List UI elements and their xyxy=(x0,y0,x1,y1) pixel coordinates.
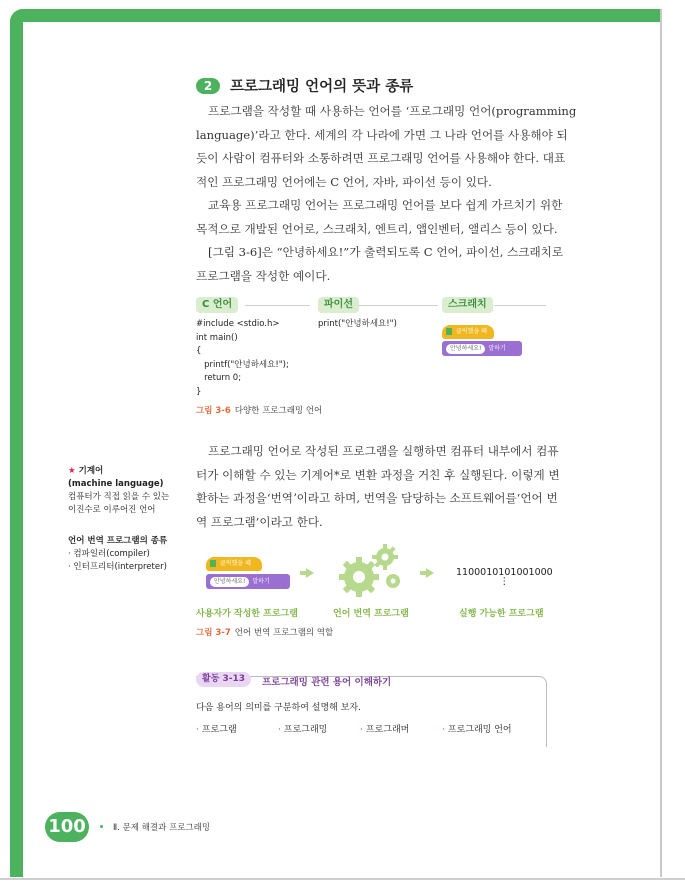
executable-program-label: 실행 가능한 프로그램 xyxy=(459,609,544,619)
scratch-say-value: 안녕하세요! xyxy=(210,577,249,587)
scratch-hat-label: 클릭했을 때 xyxy=(220,560,251,567)
binary-continuation: ⋮ xyxy=(499,576,510,587)
sidenote-term-en: (machine language) xyxy=(68,479,164,489)
frame-bottom-edge xyxy=(0,878,685,880)
code-line: print("안녕하세요!") xyxy=(318,319,397,329)
page-number: 100 xyxy=(45,812,89,842)
sidenote-term-row xyxy=(68,465,169,478)
flag-icon xyxy=(446,328,452,335)
code-line: } xyxy=(196,386,202,397)
intro-paragraph-2 xyxy=(196,194,563,241)
column-divider xyxy=(494,305,546,306)
intro-paragraph-1 xyxy=(196,100,577,194)
code-line: { xyxy=(196,346,202,356)
flag-icon xyxy=(210,560,216,567)
activity-tag: 활동 3-13 xyxy=(196,672,251,687)
frame-right-edge xyxy=(660,9,662,877)
machine-code-output xyxy=(456,567,553,586)
text-line: 듯이 사람이 컴퓨터와 소통하려면 프로그래밍 언어를 사용해야 한다. 대표 xyxy=(196,151,566,165)
figure-caption-text: 언어 번역 프로그램의 역할 xyxy=(234,628,334,638)
chapter-title: Ⅱ. 문제 해결과 프로그래밍 xyxy=(113,823,211,833)
activity-description: 다음 용어의 의미를 구분하여 설명해 보자. xyxy=(196,703,361,713)
text-line: 환하는 과정을ʻ번역ʼ이라고 하며, 번역을 담당하는 소프트웨어를ʻ언어 번 xyxy=(196,491,558,505)
figure-3-7-caption xyxy=(196,626,333,638)
figure-caption-text: 다양한 프로그래밍 언어 xyxy=(234,406,323,416)
c-code-block xyxy=(196,318,289,399)
text-line: 프로그래밍 언어로 작성된 프로그램을 실행하면 컴퓨터 내부에서 컴퓨 xyxy=(208,444,559,458)
column-divider xyxy=(358,305,438,306)
star-icon: ★ xyxy=(68,466,76,476)
text-line: 적인 프로그래밍 언어에는 C 언어, 자바, 파이선 등이 있다. xyxy=(196,174,492,189)
section-number-badge: 2 xyxy=(196,78,220,94)
frame-top-bar xyxy=(10,9,660,22)
arrow-right-icon xyxy=(426,568,434,578)
scratch-say-block xyxy=(442,341,522,356)
code-line: int main() xyxy=(196,332,238,343)
text-line: 프로그램을 작성한 예이다. xyxy=(196,268,331,283)
activity-item: · 프로그램 xyxy=(196,722,237,735)
activity-item: · 프로그래머 xyxy=(360,722,409,735)
c-language-header: C 언어 xyxy=(196,297,238,313)
sidenote-list-title: 언어 번역 프로그램의 종류 xyxy=(68,536,168,546)
body-paragraph xyxy=(196,440,560,534)
text-line: language)’라고 한다. 세계의 각 나라에 가면 그 나라 언어를 사용해야 되 xyxy=(196,127,568,142)
footer-bullet xyxy=(100,825,103,828)
sidenote-definition-line: 이진수로 이루어진 언어 xyxy=(68,505,156,515)
user-program-label: 사용자가 작성한 프로그램 xyxy=(196,609,298,619)
scratch-say-value: 안녕하세요! xyxy=(446,344,485,354)
python-header: 파이선 xyxy=(318,297,359,313)
code-line: return 0; xyxy=(196,373,242,383)
translator-program-label: 언어 번역 프로그램 xyxy=(333,609,409,619)
activity-title: 프로그래밍 관련 용어 이해하기 xyxy=(262,677,392,688)
frame-left-bar xyxy=(10,9,23,877)
text-line: [그림 3-6]은 “안녕하세요!”가 출력되도록 C 언어, 파이선, 스크래치로 xyxy=(208,245,564,259)
binary-value: 1100010101001000 xyxy=(456,567,553,578)
scratch-header: 스크래치 xyxy=(442,297,493,313)
intro-paragraph-3 xyxy=(196,241,564,288)
text-line: 터가 이해할 수 있는 기계어*로 변환 과정을 거친 후 실행된다. 이렇게 변 xyxy=(196,467,560,482)
code-line: printf("안녕하세요!"); xyxy=(196,359,289,370)
sidenote-term: 기계어 xyxy=(78,466,104,476)
sidenote-list-item: · 인터프리터(interpreter) xyxy=(68,562,167,572)
gear-icon xyxy=(335,543,407,601)
scratch-say-label: 말하기 xyxy=(488,345,506,352)
text-line: 프로그램을 작성할 때 사용하는 언어를 ‘프로그래밍 언어(programming xyxy=(208,104,577,118)
figure-number: 그림 3-7 xyxy=(196,628,231,638)
scratch-hat-label: 클릭했을 때 xyxy=(456,328,487,335)
scratch-when-clicked-block xyxy=(442,325,494,339)
scratch-say-label: 말하기 xyxy=(252,578,270,585)
text-line: 목적으로 개발된 언어로, 스크래치, 엔트리, 앱인벤터, 앨리스 등이 있다. xyxy=(196,221,558,236)
figure-3-6-caption xyxy=(196,404,322,416)
sidenote-list-item: · 컴파일러(compiler) xyxy=(68,549,150,559)
scratch-when-clicked-block xyxy=(206,557,262,571)
text-line: 교육용 프로그래밍 언어는 프로그래밍 언어를 보다 쉽게 가르치기 위한 xyxy=(208,198,563,212)
arrow-right-icon xyxy=(306,568,314,578)
section-title: 프로그래밍 언어의 뜻과 종류 xyxy=(230,79,414,95)
sidenote-definition-line: 컴퓨터가 직접 읽을 수 있는 xyxy=(68,492,170,502)
activity-item: · 프로그래밍 언어 xyxy=(442,722,512,735)
python-code-block xyxy=(318,318,397,332)
text-line: 역 프로그램’이라고 한다. xyxy=(196,514,323,529)
column-divider xyxy=(245,305,310,306)
figure-number: 그림 3-6 xyxy=(196,406,231,416)
code-line: #include <stdio.h> xyxy=(196,319,280,329)
sidenote-translator-types xyxy=(68,535,167,574)
activity-item: · 프로그래밍 xyxy=(278,722,327,735)
sidenote-machine-language xyxy=(68,465,169,517)
scratch-say-block xyxy=(206,574,290,589)
